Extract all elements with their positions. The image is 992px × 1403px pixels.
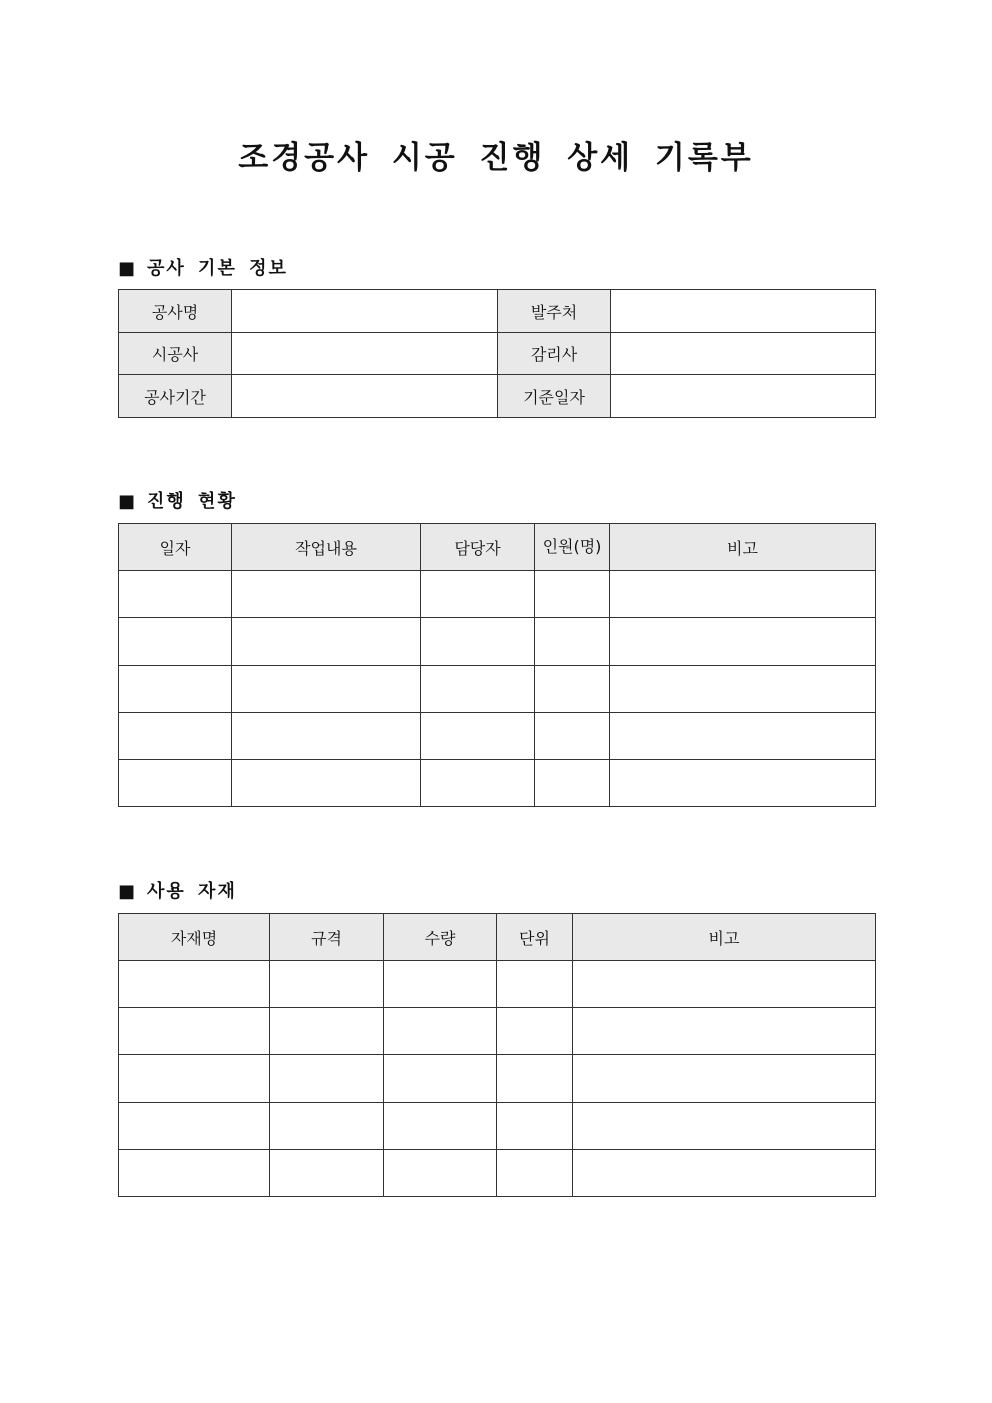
- table-cell[interactable]: [270, 1150, 384, 1197]
- section-heading-label: 공사 기본 정보: [147, 258, 288, 279]
- reference-date-field[interactable]: [611, 375, 876, 418]
- table-cell[interactable]: [384, 1103, 497, 1150]
- section-heading-label: 사용 자재: [147, 881, 237, 902]
- table-cell[interactable]: [610, 618, 876, 666]
- label-contractor: 시공사: [119, 333, 232, 375]
- table-row: [119, 290, 876, 333]
- table-cell[interactable]: [119, 666, 232, 713]
- section-heading-basic-info: [118, 254, 288, 280]
- table-cell[interactable]: [384, 1055, 497, 1103]
- label-supervisor: 감리사: [498, 333, 611, 375]
- table-cell[interactable]: [119, 760, 232, 807]
- square-bullet-icon: ■: [118, 491, 138, 512]
- section-heading-materials: [118, 877, 237, 903]
- table-row: [119, 333, 876, 375]
- table-cell[interactable]: [610, 571, 876, 618]
- table-row: [119, 1008, 876, 1055]
- table-cell[interactable]: [535, 666, 610, 713]
- table-cell[interactable]: [421, 666, 535, 713]
- table-cell[interactable]: [119, 1103, 270, 1150]
- header-work-content: 작업내용: [232, 524, 421, 571]
- square-bullet-icon: ■: [118, 258, 138, 279]
- table-cell[interactable]: [119, 713, 232, 760]
- table-cell[interactable]: [384, 961, 497, 1008]
- table-cell[interactable]: [497, 1103, 573, 1150]
- materials-table: [118, 913, 876, 1197]
- table-cell[interactable]: [573, 961, 876, 1008]
- table-row: [119, 375, 876, 418]
- table-row: [119, 1103, 876, 1150]
- table-cell[interactable]: [232, 571, 421, 618]
- table-row: [119, 618, 876, 666]
- table-cell[interactable]: [535, 618, 610, 666]
- table-cell[interactable]: [232, 666, 421, 713]
- table-cell[interactable]: [497, 961, 573, 1008]
- table-cell[interactable]: [119, 1055, 270, 1103]
- basic-info-table: [118, 289, 876, 418]
- table-cell[interactable]: [535, 713, 610, 760]
- table-cell[interactable]: [497, 1008, 573, 1055]
- table-cell[interactable]: [119, 618, 232, 666]
- client-field[interactable]: [611, 290, 876, 333]
- table-cell[interactable]: [421, 760, 535, 807]
- table-cell[interactable]: [535, 571, 610, 618]
- table-row: [119, 1150, 876, 1197]
- table-cell[interactable]: [232, 618, 421, 666]
- label-project-name: 공사명: [119, 290, 232, 333]
- table-cell[interactable]: [119, 571, 232, 618]
- header-material-name: 자재명: [119, 914, 270, 961]
- header-remarks: 비고: [610, 524, 876, 571]
- header-manager: 담당자: [421, 524, 535, 571]
- table-cell[interactable]: [573, 1150, 876, 1197]
- table-cell[interactable]: [119, 1150, 270, 1197]
- square-bullet-icon: ■: [118, 881, 138, 902]
- table-cell[interactable]: [232, 760, 421, 807]
- table-cell[interactable]: [384, 1008, 497, 1055]
- section-heading-label: 진행 현황: [147, 491, 237, 512]
- table-row: [119, 571, 876, 618]
- table-cell[interactable]: [119, 1008, 270, 1055]
- label-client: 발주처: [498, 290, 611, 333]
- table-cell[interactable]: [535, 760, 610, 807]
- header-spec: 규격: [270, 914, 384, 961]
- table-cell[interactable]: [270, 1055, 384, 1103]
- table-cell[interactable]: [497, 1150, 573, 1197]
- project-name-field[interactable]: [232, 290, 498, 333]
- page-title: 조경공사 시공 진행 상세 기록부: [238, 140, 754, 176]
- label-period: 공사기간: [119, 375, 232, 418]
- table-cell[interactable]: [573, 1103, 876, 1150]
- table-row: [119, 760, 876, 807]
- header-date: 일자: [119, 524, 232, 571]
- table-cell[interactable]: [270, 1103, 384, 1150]
- period-field[interactable]: [232, 375, 498, 418]
- table-cell[interactable]: [421, 618, 535, 666]
- section-heading-progress: [118, 487, 237, 513]
- table-header-row: [119, 524, 876, 571]
- table-cell[interactable]: [421, 571, 535, 618]
- supervisor-field[interactable]: [611, 333, 876, 375]
- table-cell[interactable]: [270, 961, 384, 1008]
- header-unit: 단위: [497, 914, 573, 961]
- progress-table: [118, 523, 876, 807]
- table-cell[interactable]: [384, 1150, 497, 1197]
- table-cell[interactable]: [573, 1055, 876, 1103]
- table-cell[interactable]: [497, 1055, 573, 1103]
- header-quantity: 수량: [384, 914, 497, 961]
- table-cell[interactable]: [119, 961, 270, 1008]
- contractor-field[interactable]: [232, 333, 498, 375]
- table-row: [119, 713, 876, 760]
- table-cell[interactable]: [421, 713, 535, 760]
- table-cell[interactable]: [573, 1008, 876, 1055]
- table-row: [119, 961, 876, 1008]
- header-headcount: 인원(명): [535, 524, 610, 571]
- table-header-row: [119, 914, 876, 961]
- table-row: [119, 666, 876, 713]
- table-cell[interactable]: [610, 760, 876, 807]
- table-cell[interactable]: [232, 713, 421, 760]
- table-cell[interactable]: [610, 666, 876, 713]
- header-remarks: 비고: [573, 914, 876, 961]
- table-cell[interactable]: [610, 713, 876, 760]
- table-row: [119, 1055, 876, 1103]
- label-reference-date: 기준일자: [498, 375, 611, 418]
- table-cell[interactable]: [270, 1008, 384, 1055]
